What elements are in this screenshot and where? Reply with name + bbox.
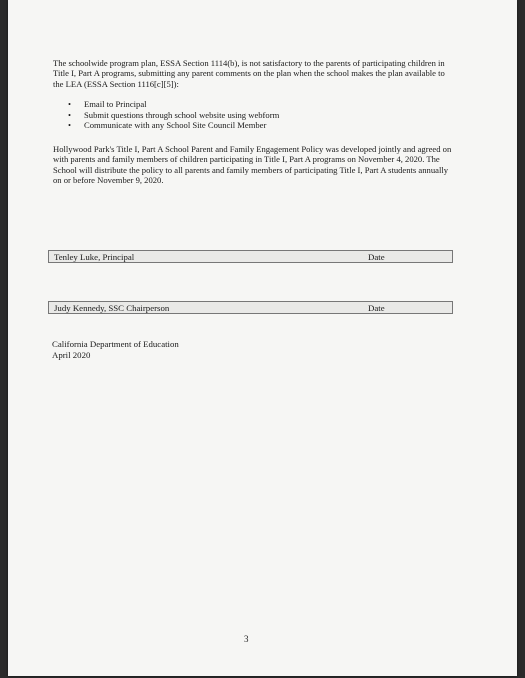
- chairperson-signature-line: [48, 301, 453, 314]
- bullet-icon: •: [68, 109, 72, 120]
- date-label: Date: [368, 303, 385, 313]
- list-item: [68, 120, 279, 131]
- page-number: 3: [244, 634, 249, 644]
- footer-block: [52, 339, 179, 361]
- list-item-text: Submit questions through school website using webform: [84, 109, 280, 120]
- organization-name: California Department of Education: [52, 339, 179, 349]
- list-item: [68, 99, 279, 110]
- bullet-icon: •: [68, 120, 72, 131]
- publication-date: April 2020: [52, 350, 91, 360]
- bullet-icon: •: [68, 99, 72, 109]
- policy-paragraph: Hollywood Park's Title I, Part A School Parent and Family Engagement Policy was developed jointly and agreed on with parents and family members of children participating in Title I, Part A programs on November 4, 2020. The School will distribute the policy to all parents and family members of participating Title I, Part A students annually on or before November 9, 2020.: [53, 144, 452, 186]
- signer-name: Judy Kennedy, SSC Chairperson: [54, 303, 170, 313]
- list-item-text: Communicate with any School Site Council Member: [84, 120, 267, 131]
- list-item: [68, 110, 279, 121]
- date-label: Date: [368, 252, 385, 262]
- list-item-text: Email to Principal: [84, 99, 147, 109]
- principal-signature-line: [48, 250, 453, 263]
- intro-paragraph: The schoolwide program plan, ESSA Section 1114(b), is not satisfactory to the parents of participating children in Title I, Part A programs, submitting any parent comments on the plan when the school makes the plan available to the LEA (ESSA Section 1116[c][5]):: [53, 58, 445, 89]
- document-page: [8, 0, 517, 676]
- signer-name: Tenley Luke, Principal: [54, 252, 135, 262]
- comment-methods-list: [68, 99, 279, 131]
